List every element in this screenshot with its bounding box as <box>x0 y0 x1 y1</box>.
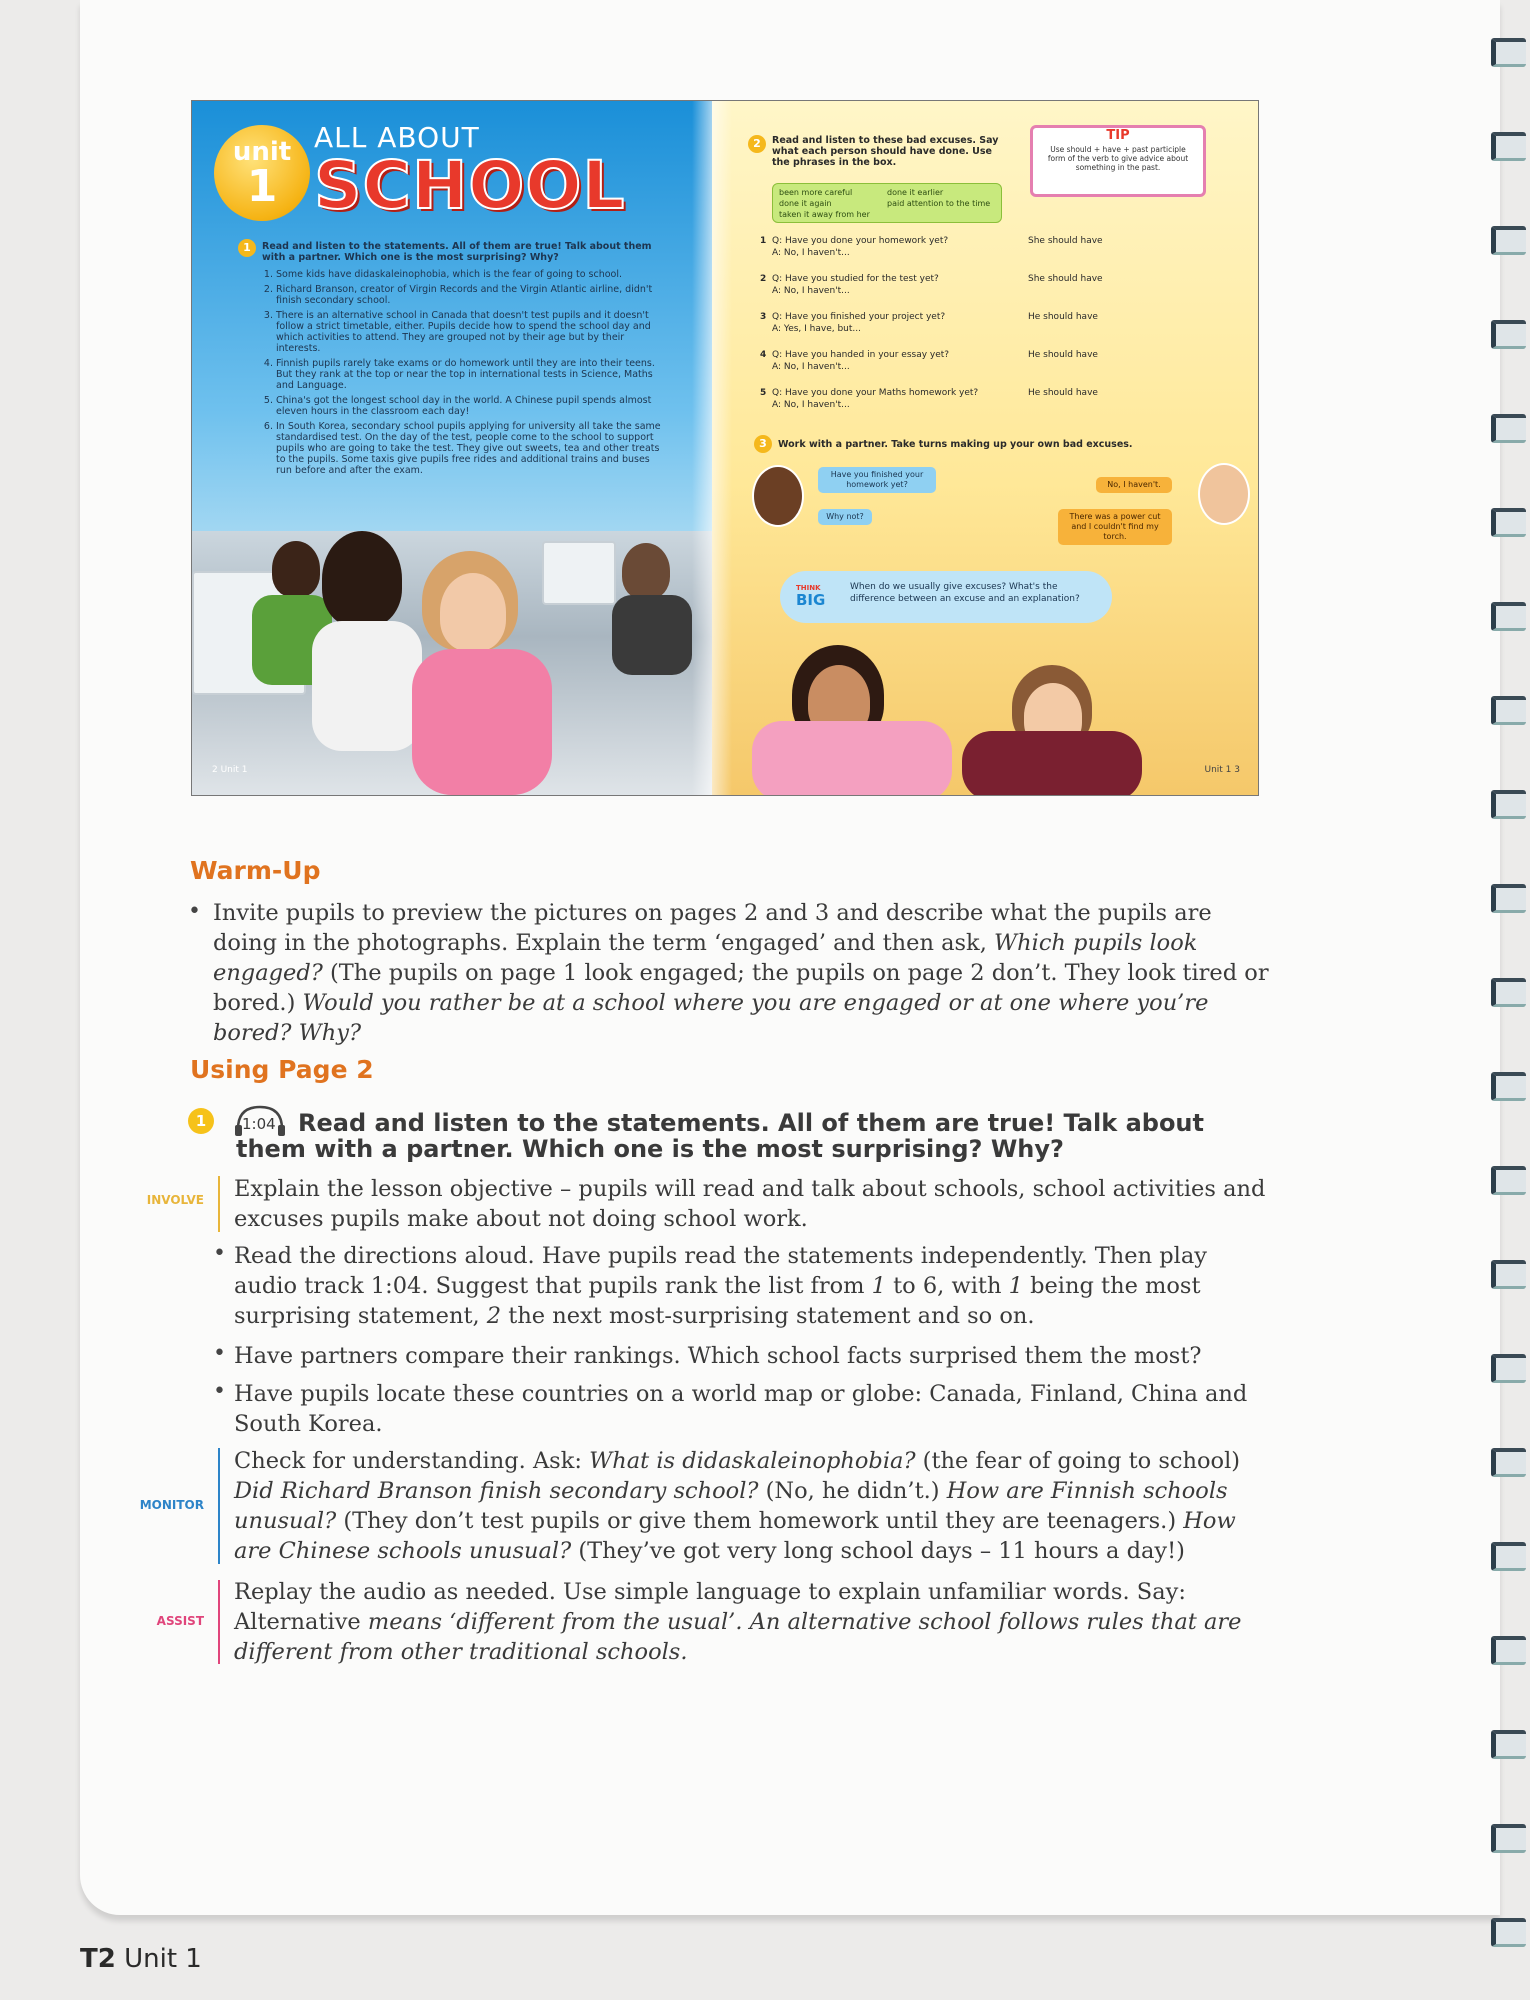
using-page-heading: Using Page 2 <box>190 1055 374 1084</box>
page-number-right: Unit 1 3 <box>1204 765 1240 775</box>
list-item: 6. In South Korea, secondary school pupils applying for university all take the same standardised test. On the day of the test, people come to the school to support pupils who are going to take the test. They give out sweets, tea and other treats to the pupils. Some taxis give pupils free rides and additional trains and buses run before and after the exam. <box>276 421 662 476</box>
exercise-1: 1 Read and listen to the statements. All of them are true! Talk about them with a partner. Which one is the most surprising? Why? 1. Some kids have didaskaleinophobia, which is the fear of going to school. 2. Richard Branson, creator of Virgin Records and the Virgin Atlantic airline, didn't finish secondary school. 3. There is an alternative school in Canada that doesn't test pupils and it doesn't follow a strict timetable, either. Pupils decide how to spend the school day and which activities to attend. They are grouped not by their age but by their interests. 4. Finnish pupils rarely take exams or do homework until they are into their teens. But they rank at the top or near the top in international tests in Science, Maths and Language. 5. China's got the longest school day in the world. A Chinese pupil spends almost eleven hours in the classroom each day! 6. In South Korea, secondary school pupils applying for university all take the same standardised test. On the day of the test, people come to the school to support pupils who are going to take the test. They give out sweets, tea and other treats to the pupils. Some taxis give pupils free rides and additional trains and buses run before and after the exam. <box>262 241 662 480</box>
bullet-compare-rankings: Have partners compare their rankings. Which school facts surprised them the most? <box>234 1343 1202 1369</box>
exercise-3: 3 Work with a partner. Take turns making up your own bad excuses. <box>754 435 1133 453</box>
boy-avatar <box>752 465 804 527</box>
list-item: 1. Some kids have didaskaleinophobia, which is the fear of going to school. <box>276 269 662 280</box>
exercise-instruction: Read and listen to the statements. All of them are true! Talk about them with a partner. Which one is the most surprising? Why? <box>236 1109 1204 1163</box>
tired-pupils-photo <box>712 621 1258 795</box>
speech-bubble: Have you finished your homework yet? <box>818 467 936 493</box>
monitor-tag: MONITOR <box>139 1498 204 1512</box>
left-page <box>192 101 712 795</box>
assist-text: Replay the audio as needed. Use simple language to explain unfamiliar words. Say: Alternative means ‘different from the usual’. An alternative school follows rules that are different from other traditional schools. <box>234 1579 1242 1665</box>
involve-text: Explain the lesson objective – pupils will read and talk about schools, school activities and excuses pupils make about not doing school work. <box>234 1176 1266 1232</box>
phrase-box: been more careful done it earlier done it again paid attention to the time taken it away from her <box>772 183 1002 223</box>
title-top: ALL ABOUT <box>314 121 480 154</box>
list-item: 5 Q: Have you done your Maths homework yet? A: No, I haven't... He should have <box>760 388 1098 410</box>
monitor-text: Check for understanding. Ask: What is didaskaleinophobia? (the fear of going to school) Did Richard Branson finish secondary school? (No, he didn’t.) How are Finnish schools unusual? (They don’t test pupils or give them homework until they are teenagers.) How are Chinese schools unusual? (They’ve got very long school days – 11 hours a day!) <box>234 1448 1241 1564</box>
spiral-binding <box>1494 0 1530 2000</box>
list-item: 4. Finnish pupils rarely take exams or do homework until they are into their teens. But they rank at the top or near the top in international tests in Science, Maths and Language. <box>276 358 662 391</box>
girl-avatar <box>1198 463 1250 525</box>
exercise-1-instruction: Read and listen to the statements. All of them are true! Talk about them with a partner. Which one is the most surprising? Why? <box>262 241 652 263</box>
speech-bubble: There was a power cut and I couldn't find my torch. <box>1058 509 1172 545</box>
list-item: 2 Q: Have you studied for the test yet? A: No, I haven't... She should have <box>760 274 1103 296</box>
page-footer: T2 Unit 1 <box>80 1944 202 1974</box>
speech-bubble: No, I haven't. <box>1096 477 1172 493</box>
list-item: 2. Richard Branson, creator of Virgin Records and the Virgin Atlantic airline, didn't finish secondary school. <box>276 284 662 306</box>
right-page <box>712 101 1258 795</box>
list-item: 3 Q: Have you finished your project yet? A: Yes, I have, but... He should have <box>760 312 1098 334</box>
statements-list <box>262 269 662 476</box>
title-main: SCHOOL <box>314 147 626 224</box>
assist-tag: ASSIST <box>156 1614 204 1628</box>
list-item: 4 Q: Have you handed in your essay yet? A: No, I haven't... He should have <box>760 350 1098 372</box>
warmup-text: Invite pupils to preview the pictures on pages 2 and 3 and describe what the pupils are doing in the photographs. Explain the term ‘engaged’ and then ask, Which pupils look engaged? (The pupils on page 1 look engaged; the pupils on page 2 don’t. They look tired or bored.) Would you rather be at a school where you are engaged or at one where you’re bored? Why? <box>213 900 1269 1046</box>
list-item: 1 Q: Have you done your homework yet? A: No, I haven't... She should have <box>760 236 1103 258</box>
page-number-left: 2 Unit 1 <box>212 765 248 775</box>
tip-box: TIP Use should + have + past participle form of the verb to give advice about something in the past. <box>1030 125 1206 197</box>
bullet-play-audio: Read the directions aloud. Have pupils read the statements independently. Then play audio track 1:04. Suggest that pupils rank the list from 1 to 6, with 1 being the most surprising statement, 2 the next most-surprising statement and so on. <box>234 1243 1207 1329</box>
excuses-list <box>760 235 1192 425</box>
involve-tag: INVOLVE <box>146 1193 204 1207</box>
audio-track-icon[interactable]: 1:04 <box>234 1103 286 1137</box>
bullet-locate-countries: Have pupils locate these countries on a world map or globe: Canada, Finland, China and South Korea. <box>234 1381 1248 1437</box>
list-item: 5. China's got the longest school day in the world. A Chinese pupil spends almost eleven hours in the classroom each day! <box>276 395 662 417</box>
list-item: 3. There is an alternative school in Canada that doesn't test pupils and it doesn't follow a strict timetable, either. Pupils decide how to spend the school day and which activities to attend. They are grouped not by their age but by their interests. <box>276 310 662 354</box>
student-book-spread <box>191 100 1259 796</box>
exercise-2: 2 Read and listen to these bad excuses. Say what each person should have done. Use the phrases in the box. <box>772 135 1002 168</box>
think-big-cloud: THINK BIG When do we usually give excuses? What's the difference between an excuse and an explanation? <box>780 571 1112 623</box>
unit-badge: unit 1 <box>214 125 310 221</box>
classroom-photo <box>192 531 712 795</box>
exercise-number-badge: 1 <box>188 1108 214 1134</box>
warmup-heading: Warm-Up <box>190 856 321 885</box>
speech-bubble: Why not? <box>818 509 872 525</box>
